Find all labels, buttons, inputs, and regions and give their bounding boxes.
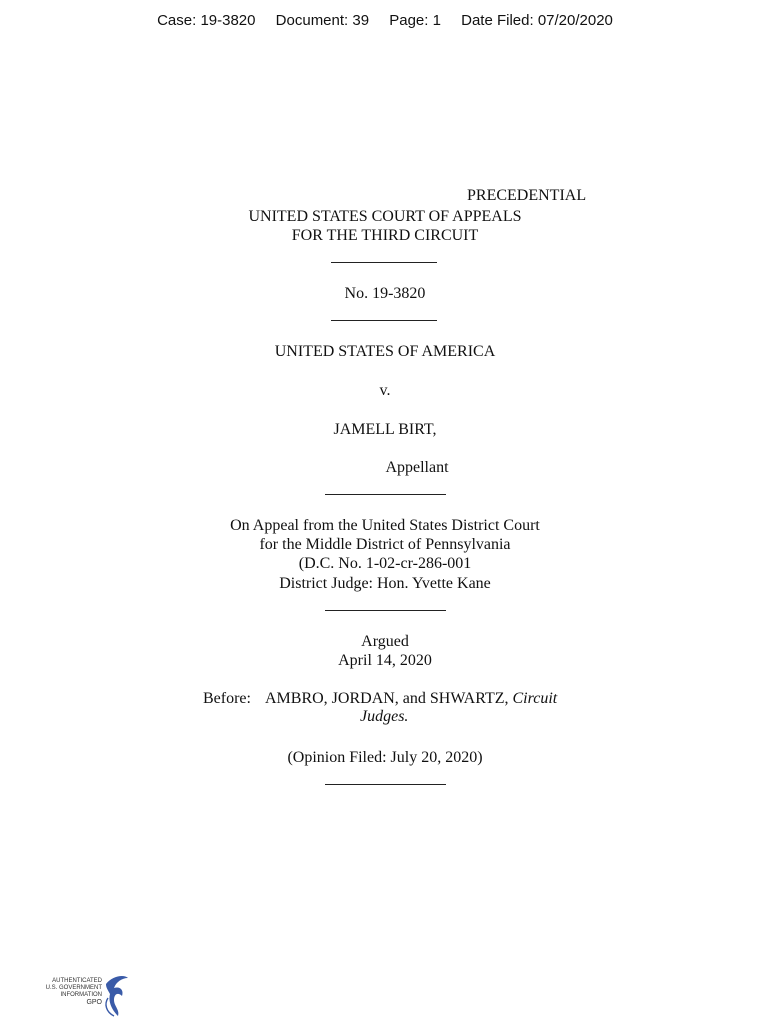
filing-header: [0, 12, 770, 29]
circuit-name: FOR THE THIRD CIRCUIT: [291, 227, 479, 244]
logo-line1: AUTHENTICATED: [52, 978, 102, 984]
panel-judges-names: AMBRO, JORDAN, and SHWARTZ,: [265, 690, 513, 707]
divider: [331, 320, 437, 321]
opinion-filed-date: (Opinion Filed: July 20, 2020): [287, 749, 483, 766]
district-judge: District Judge: Hon. Yvette Kane: [279, 575, 491, 592]
case-number: No. 19-3820: [344, 285, 426, 302]
divider: [325, 610, 446, 611]
page-number-header: Page: 1: [389, 12, 441, 29]
judges-word: Judges.: [360, 708, 409, 725]
divider: [331, 262, 437, 263]
appeal-origin-line2: for the Middle District of Pennsylvania: [259, 536, 511, 553]
panel-judges: [203, 689, 557, 708]
appellant-label: Appellant: [385, 459, 449, 476]
eagle-icon: [102, 974, 130, 1018]
court-name: UNITED STATES COURT OF APPEALS: [248, 208, 522, 225]
argued-label: Argued: [361, 633, 409, 650]
case-number-header: Case: 19-3820: [157, 12, 256, 29]
document-number-header: Document: 39: [275, 12, 370, 29]
logo-line4: GPO: [86, 999, 102, 1006]
plaintiff-name: UNITED STATES OF AMERICA: [274, 343, 496, 360]
district-court-number: (D.C. No. 1-02-cr-286-001: [298, 555, 472, 572]
gpo-authenticated-logo: [44, 974, 130, 1018]
divider: [325, 784, 446, 785]
versus-label: v.: [379, 382, 391, 399]
divider: [325, 494, 446, 495]
argued-date: April 14, 2020: [338, 652, 432, 669]
circuit-word: Circuit: [512, 690, 558, 707]
logo-line2: U.S. GOVERNMENT: [45, 985, 102, 991]
logo-line3: INFORMATION: [60, 992, 102, 998]
defendant-name: JAMELL BIRT,: [333, 421, 437, 438]
date-filed-header: Date Filed: 07/20/2020: [461, 12, 613, 29]
precedential-label: PRECEDENTIAL: [467, 187, 587, 204]
appeal-origin-line1: On Appeal from the United States District Court: [230, 517, 540, 534]
before-label: Before:: [203, 690, 251, 707]
